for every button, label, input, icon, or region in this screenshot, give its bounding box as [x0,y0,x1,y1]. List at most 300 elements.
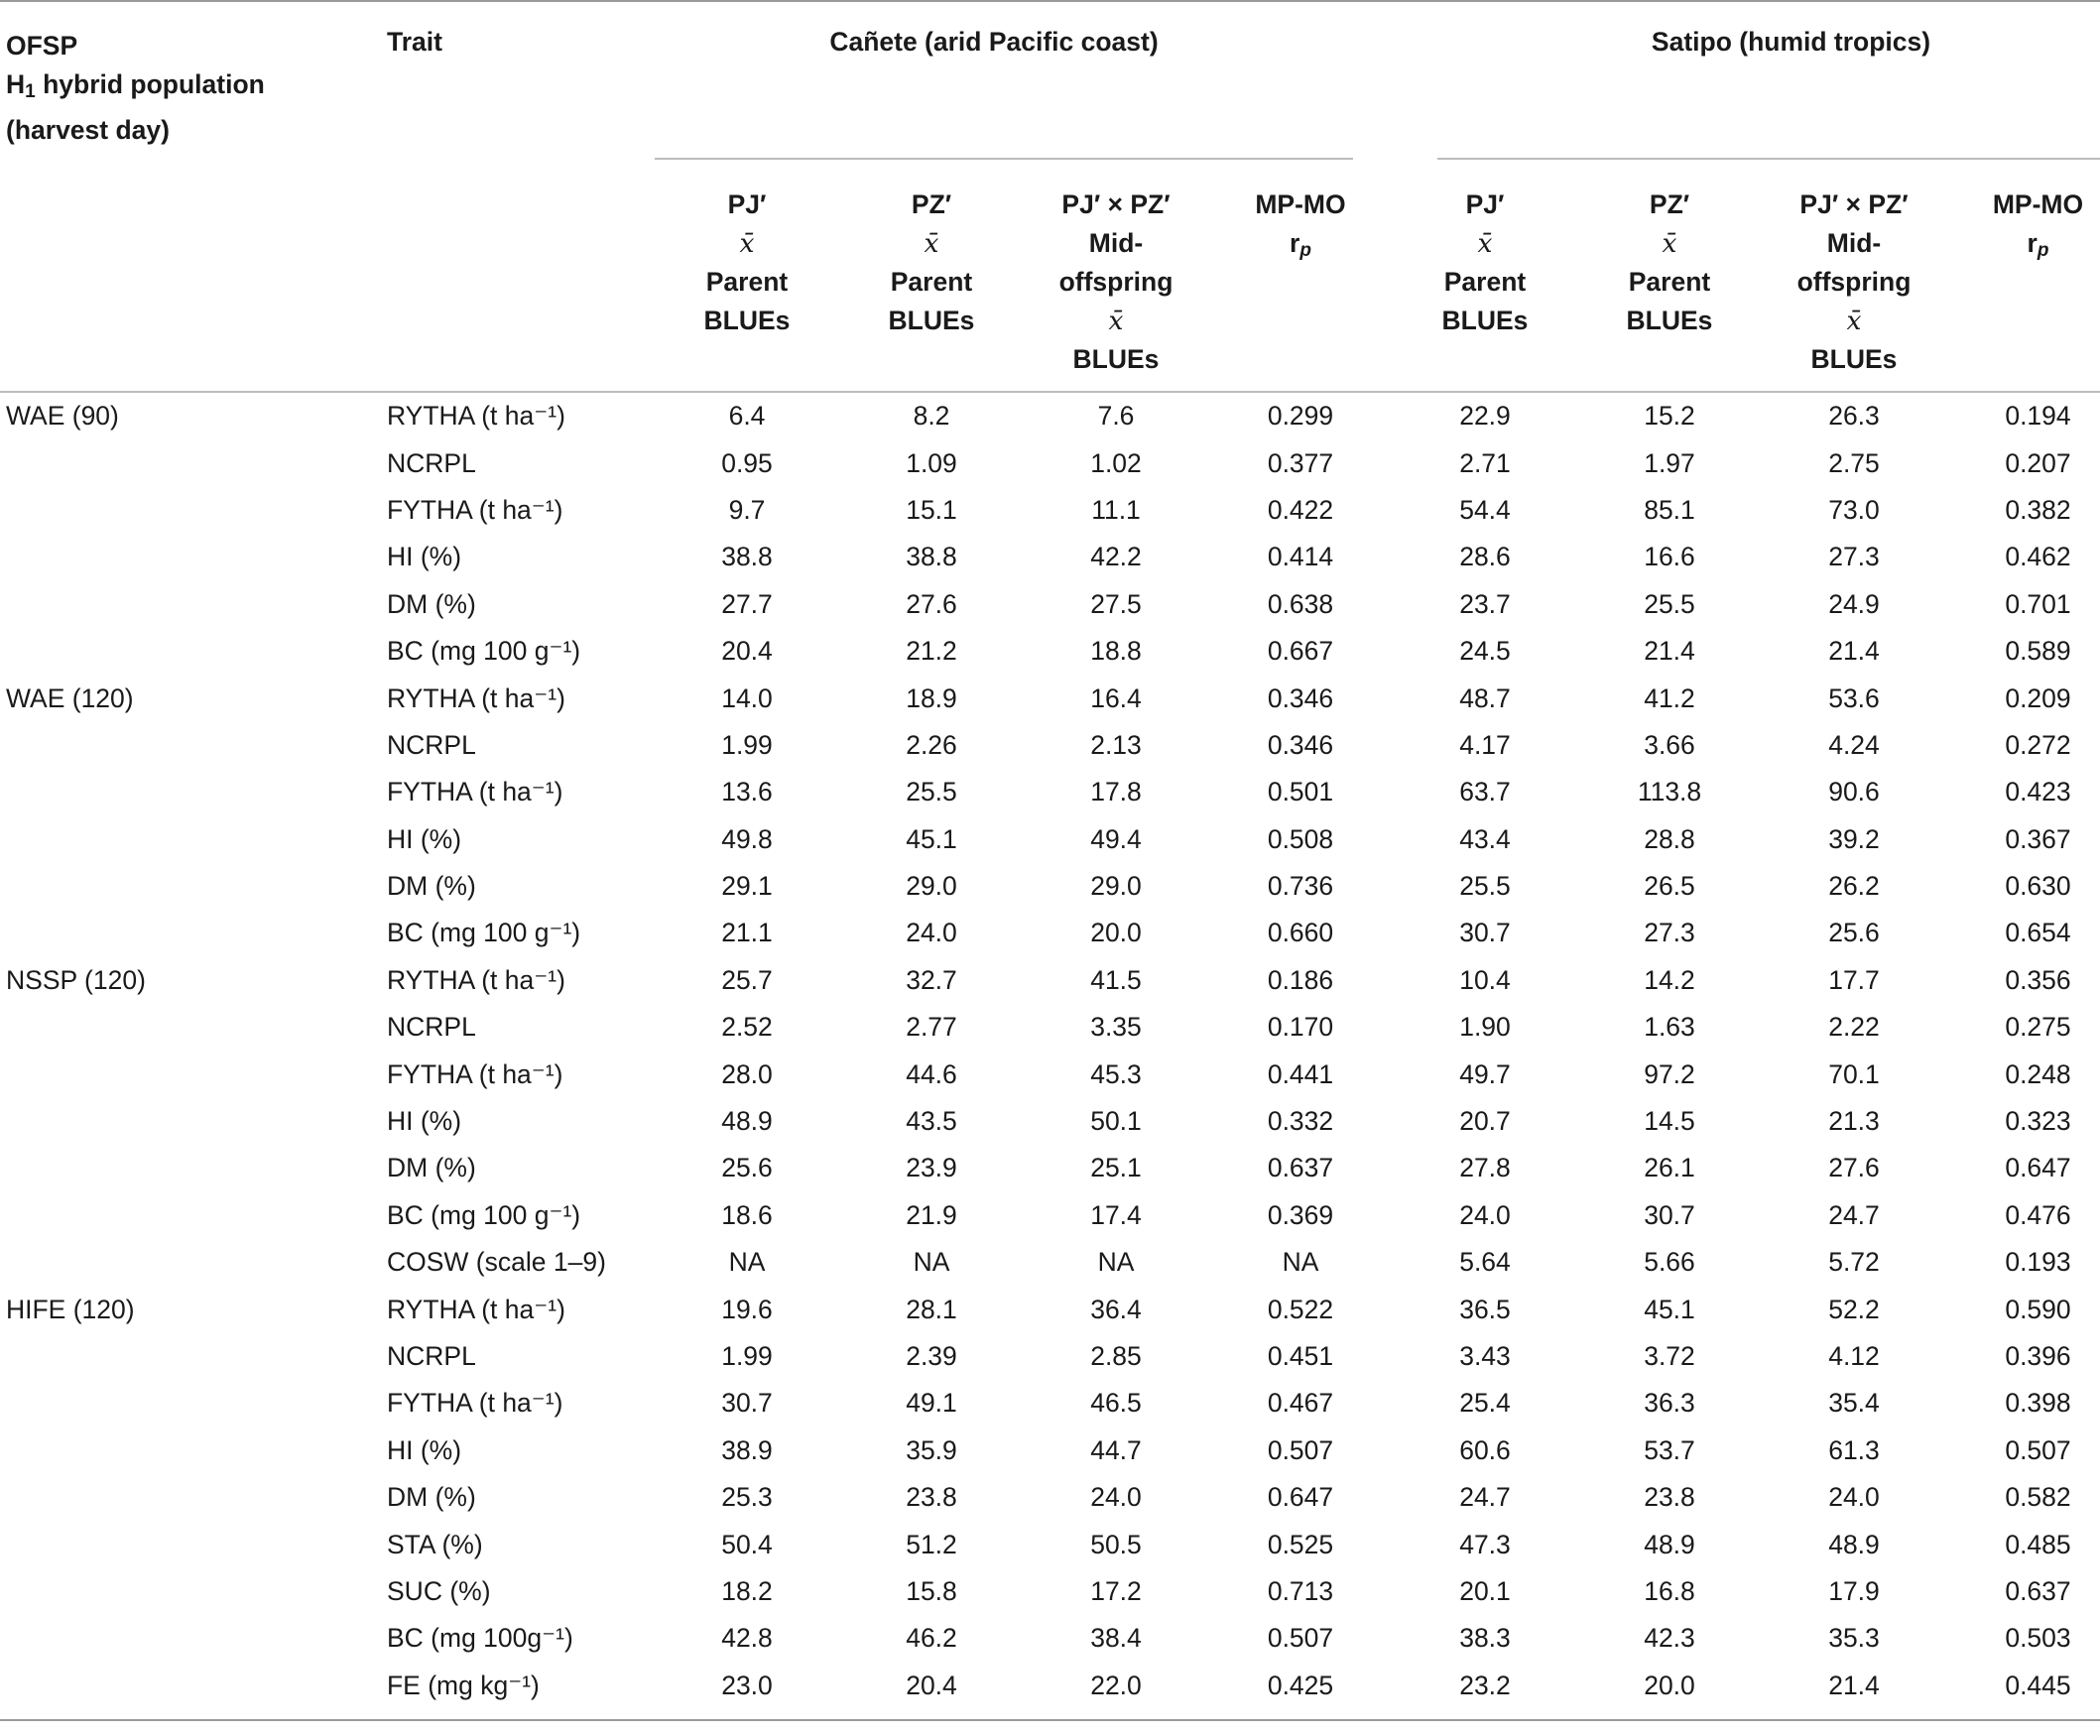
population-cell [0,1192,387,1239]
value-cell: 28.0 [721,1058,773,1089]
value-cell: 22.9 [1459,401,1511,432]
value-cell: 17.4 [1090,1199,1142,1230]
value-cell: 48.9 [1644,1529,1695,1559]
value-cell: 24.7 [1459,1482,1511,1513]
trait-cell: STA (%) [387,1529,483,1559]
value-cell: 29.1 [721,871,773,902]
trait-cell: NCRPL [387,729,476,760]
value-cell: 70.1 [1828,1058,1880,1089]
value-cell: 48.7 [1459,682,1511,713]
value-cell: 3.43 [1459,1341,1511,1371]
table-row [0,1192,2100,1239]
value-cell: 2.71 [1459,447,1511,478]
trait-cell: SUC (%) [387,1575,491,1606]
value-cell: 25.6 [1828,918,1880,948]
value-cell: 0.503 [2005,1623,2071,1654]
population-cell: NSSP (120) [6,964,146,995]
value-cell: 54.4 [1459,494,1511,525]
trait-cell: FYTHA (t ha⁻¹) [387,1388,563,1419]
trait-header: Trait [387,27,442,57]
population-cell [0,1333,387,1380]
value-cell: 0.485 [2005,1529,2071,1559]
canete-cross-header: PJ′ × PZ′ Mid- offspring x̄ BLUEs [1024,160,1208,392]
header-row-2 [0,160,2100,392]
table-row [0,1051,2100,1097]
value-cell: 16.8 [1644,1575,1695,1606]
value-cell: 26.5 [1644,871,1695,902]
value-cell: 14.2 [1644,964,1695,995]
value-cell: 7.6 [1097,401,1135,432]
value-cell: 0.299 [1267,401,1334,432]
value-cell: 27.5 [1090,588,1142,619]
value-cell: 26.1 [1644,1153,1695,1183]
value-cell: 21.9 [906,1199,957,1230]
trait-cell: BC (mg 100 g⁻¹) [387,636,581,667]
value-cell: 0.638 [1267,588,1334,619]
value-cell: 23.8 [1644,1482,1695,1513]
value-cell: 17.7 [1828,964,1880,995]
table-row [0,1145,2100,1191]
population-cell [0,863,387,910]
value-cell: 90.6 [1828,777,1880,807]
table-row [0,628,2100,675]
value-cell: 17.9 [1828,1575,1880,1606]
trait-cell: RYTHA (t ha⁻¹) [387,1294,565,1324]
value-cell: 30.7 [1459,918,1511,948]
value-cell: 4.17 [1459,729,1511,760]
table-row [0,769,2100,815]
value-cell: 24.0 [906,918,957,948]
value-cell: 20.4 [721,636,773,667]
value-cell: 0.382 [2005,494,2071,525]
value-cell: 23.8 [906,1482,957,1513]
canete-pj-header: PJ′ x̄ Parent BLUEs [655,160,839,392]
trait-cell: DM (%) [387,588,476,619]
satipo-pz-header: PZ′ x̄ Parent BLUEs [1577,160,1762,392]
value-cell: 0.207 [2005,447,2071,478]
value-cell: 5.66 [1644,1247,1695,1278]
value-cell: 2.77 [906,1012,957,1043]
value-cell: 3.72 [1644,1341,1695,1371]
value-cell: 27.8 [1459,1153,1511,1183]
table-row [0,581,2100,628]
value-cell: 0.193 [2005,1247,2071,1278]
value-cell: 26.2 [1828,871,1880,902]
table-row [0,722,2100,769]
value-cell: 20.0 [1644,1670,1695,1700]
value-cell: 0.736 [1267,871,1334,902]
trait-cell: HI (%) [387,1106,462,1137]
population-cell [0,769,387,815]
value-cell: 0.701 [2005,588,2071,619]
table-row [0,863,2100,910]
value-cell: 0.507 [2005,1434,2071,1465]
value-cell: 28.6 [1459,542,1511,572]
table-row [0,1380,2100,1426]
value-cell: 25.6 [721,1153,773,1183]
value-cell: 17.8 [1090,777,1142,807]
table-row [0,910,2100,956]
value-cell: 48.9 [1828,1529,1880,1559]
value-cell: 15.8 [906,1575,957,1606]
value-cell: 24.0 [1459,1199,1511,1230]
trait-cell: FYTHA (t ha⁻¹) [387,494,563,525]
value-cell: 18.6 [721,1199,773,1230]
table-row [0,1474,2100,1521]
value-cell: 0.647 [2005,1153,2071,1183]
value-cell: 0.637 [2005,1575,2071,1606]
value-cell: 25.1 [1090,1153,1142,1183]
value-cell: 0.660 [1267,918,1334,948]
value-cell: 49.7 [1459,1058,1511,1089]
table-row [0,1286,2100,1332]
value-cell: 35.3 [1828,1623,1880,1654]
population-cell [0,1098,387,1145]
value-cell: 1.99 [721,729,773,760]
value-cell: 25.5 [1459,871,1511,902]
value-cell: 14.5 [1644,1106,1695,1137]
value-cell: 18.8 [1090,636,1142,667]
trait-cell: RYTHA (t ha⁻¹) [387,964,565,995]
trait-cell: RYTHA (t ha⁻¹) [387,682,565,713]
value-cell: 73.0 [1828,494,1880,525]
value-cell: 46.2 [906,1623,957,1654]
population-cell [0,439,387,486]
value-cell: NA [1097,1247,1135,1278]
value-cell: 41.5 [1090,964,1142,995]
value-cell: 14.0 [721,682,773,713]
value-cell: 36.3 [1644,1388,1695,1419]
value-cell: 0.451 [1267,1341,1334,1371]
value-cell: 0.396 [2005,1341,2071,1371]
value-cell: 24.0 [1828,1482,1880,1513]
trait-cell: HI (%) [387,1434,462,1465]
value-cell: 25.5 [906,777,957,807]
value-cell: 25.4 [1459,1388,1511,1419]
table-row [0,439,2100,486]
population-cell [0,1474,387,1521]
value-cell: 0.194 [2005,401,2071,432]
value-cell: 20.4 [906,1670,957,1700]
value-cell: 0.582 [2005,1482,2071,1513]
population-header: OFSP $H_1$ hybrid population (harvest day) [6,31,265,145]
value-cell: NA [913,1247,950,1278]
value-cell: 45.3 [1090,1058,1142,1089]
value-cell: 0.647 [1267,1482,1334,1513]
table-row [0,816,2100,863]
value-cell: 32.7 [906,964,957,995]
value-cell: 38.9 [721,1434,773,1465]
value-cell: 48.9 [721,1106,773,1137]
value-cell: 0.590 [2005,1294,2071,1324]
value-cell: 0.507 [1267,1434,1334,1465]
value-cell: 13.6 [721,777,773,807]
population-cell [0,487,387,534]
value-cell: 85.1 [1644,494,1695,525]
value-cell: 2.13 [1090,729,1142,760]
value-cell: 42.8 [721,1623,773,1654]
value-cell: 0.272 [2005,729,2071,760]
value-cell: 36.4 [1090,1294,1142,1324]
trait-cell: FYTHA (t ha⁻¹) [387,1058,563,1089]
value-cell: 17.2 [1090,1575,1142,1606]
value-cell: 0.275 [2005,1012,2071,1043]
value-cell: 2.75 [1828,447,1880,478]
value-cell: 2.22 [1828,1012,1880,1043]
value-cell: 0.445 [2005,1670,2071,1700]
table-row [0,675,2100,721]
trait-cell: DM (%) [387,871,476,902]
value-cell: 60.6 [1459,1434,1511,1465]
value-cell: 53.6 [1828,682,1880,713]
value-cell: 2.26 [906,729,957,760]
value-cell: 16.4 [1090,682,1142,713]
value-cell: 45.1 [1644,1294,1695,1324]
trait-cell: NCRPL [387,1012,476,1043]
value-cell: 25.3 [721,1482,773,1513]
value-cell: 0.369 [1267,1199,1334,1230]
canete-mpmo-header: MP-MO $r_p$ [1208,160,1393,392]
value-cell: NA [728,1247,766,1278]
value-cell: 0.398 [2005,1388,2071,1419]
population-cell [0,1051,387,1097]
value-cell: 38.3 [1459,1623,1511,1654]
value-cell: 63.7 [1459,777,1511,807]
value-cell: 0.713 [1267,1575,1334,1606]
value-cell: 18.2 [721,1575,773,1606]
value-cell: 50.1 [1090,1106,1142,1137]
value-cell: 35.4 [1828,1388,1880,1419]
value-cell: 0.462 [2005,542,2071,572]
table-row [0,392,2100,439]
value-cell: 39.2 [1828,823,1880,854]
value-cell: 0.346 [1267,682,1334,713]
value-cell: 51.2 [906,1529,957,1559]
population-cell [0,910,387,956]
population-cell [0,1521,387,1567]
population-cell: WAE (120) [6,682,134,713]
value-cell: 11.1 [1091,494,1141,525]
population-cell [0,1004,387,1051]
value-cell: 49.8 [721,823,773,854]
value-cell: NA [1282,1247,1319,1278]
value-cell: 49.1 [906,1388,957,1419]
value-cell: 0.522 [1267,1294,1334,1324]
value-cell: 27.3 [1828,542,1880,572]
value-cell: 0.425 [1267,1670,1334,1700]
table-row [0,1521,2100,1567]
value-cell: 35.9 [906,1434,957,1465]
canete-pz-header: PZ′ x̄ Parent BLUEs [839,160,1024,392]
value-cell: 0.467 [1267,1388,1334,1419]
table-row [0,1427,2100,1474]
value-cell: 21.3 [1828,1106,1880,1137]
value-cell: 0.525 [1267,1529,1334,1559]
value-cell: 29.0 [906,871,957,902]
value-cell: 23.9 [906,1153,957,1183]
population-cell: WAE (90) [6,401,119,432]
value-cell: 44.6 [906,1058,957,1089]
value-cell: 47.3 [1459,1529,1511,1559]
value-cell: 28.8 [1644,823,1695,854]
table-row [0,1004,2100,1051]
value-cell: 0.248 [2005,1058,2071,1089]
value-cell: 0.654 [2005,918,2071,948]
value-cell: 5.72 [1828,1247,1880,1278]
value-cell: 38.8 [906,542,957,572]
value-cell: 3.35 [1090,1012,1142,1043]
trait-cell: NCRPL [387,447,476,478]
value-cell: 20.1 [1459,1575,1511,1606]
trait-cell: RYTHA (t ha⁻¹) [387,401,565,432]
value-cell: 27.7 [721,588,773,619]
value-cell: 42.3 [1644,1623,1695,1654]
canete-group-header: Cañete (arid Pacific coast) [655,9,1393,160]
population-cell [0,1145,387,1191]
population-cell [0,1427,387,1474]
value-cell: 0.441 [1267,1058,1334,1089]
trait-cell: DM (%) [387,1482,476,1513]
value-cell: 30.7 [1644,1199,1695,1230]
value-cell: 15.1 [906,494,957,525]
population-cell [0,1615,387,1662]
value-cell: 0.589 [2005,636,2071,667]
value-cell: 24.7 [1828,1199,1880,1230]
table-row [0,1615,2100,1662]
value-cell: 0.356 [2005,964,2071,995]
trait-cell: DM (%) [387,1153,476,1183]
value-cell: 21.2 [906,636,957,667]
value-cell: 8.2 [913,401,950,432]
value-cell: 21.4 [1828,636,1880,667]
trait-cell: FYTHA (t ha⁻¹) [387,777,563,807]
value-cell: 24.0 [1090,1482,1142,1513]
value-cell: 29.0 [1090,871,1142,902]
value-cell: 0.209 [2005,682,2071,713]
trait-cell: BC (mg 100 g⁻¹) [387,1199,581,1230]
table-row [0,1663,2100,1709]
value-cell: 9.7 [728,494,766,525]
value-cell: 27.3 [1644,918,1695,948]
value-cell: 21.1 [721,918,773,948]
value-cell: 24.9 [1828,588,1880,619]
value-cell: 26.3 [1828,401,1880,432]
table-row [0,1333,2100,1380]
value-cell: 61.3 [1828,1434,1880,1465]
value-cell: 0.186 [1267,964,1334,995]
satipo-cross-header: PJ′ × PZ′ Mid- offspring x̄ BLUEs [1762,160,1946,392]
value-cell: 1.63 [1644,1012,1695,1043]
value-cell: 38.8 [721,542,773,572]
value-cell: 2.52 [721,1012,773,1043]
value-cell: 18.9 [906,682,957,713]
header-row-1 [0,9,2100,160]
value-cell: 43.4 [1459,823,1511,854]
value-cell: 0.323 [2005,1106,2071,1137]
value-cell: 1.02 [1090,447,1142,478]
value-cell: 0.377 [1267,447,1334,478]
value-cell: 0.667 [1267,636,1334,667]
value-cell: 0.332 [1267,1106,1334,1137]
value-cell: 16.6 [1644,542,1695,572]
value-cell: 20.7 [1459,1106,1511,1137]
value-cell: 20.0 [1090,918,1142,948]
value-cell: 0.501 [1267,777,1334,807]
value-cell: 19.6 [721,1294,773,1324]
value-cell: 23.0 [721,1670,773,1700]
value-cell: 21.4 [1644,636,1695,667]
table-row [0,1568,2100,1615]
value-cell: 21.4 [1828,1670,1880,1700]
table-row [0,1098,2100,1145]
trait-cell: NCRPL [387,1341,476,1371]
population-cell [0,581,387,628]
trait-cell: FE (mg kg⁻¹) [387,1670,540,1700]
value-cell: 1.99 [721,1341,773,1371]
value-cell: 15.2 [1644,401,1695,432]
value-cell: 45.1 [906,823,957,854]
value-cell: 113.8 [1637,777,1702,807]
value-cell: 43.5 [906,1106,957,1137]
population-cell [0,628,387,675]
value-cell: 1.97 [1644,447,1695,478]
value-cell: 50.5 [1090,1529,1142,1559]
value-cell: 30.7 [721,1388,773,1419]
table-row [0,1239,2100,1286]
value-cell: 2.39 [906,1341,957,1371]
value-cell: 53.7 [1644,1434,1695,1465]
value-cell: 1.90 [1459,1012,1511,1043]
value-cell: 3.66 [1644,729,1695,760]
value-cell: 0.95 [721,447,773,478]
value-cell: 38.4 [1090,1623,1142,1654]
trait-cell: HI (%) [387,823,462,854]
value-cell: 0.170 [1267,1012,1334,1043]
value-cell: 27.6 [1828,1153,1880,1183]
value-cell: 4.24 [1828,729,1880,760]
value-cell: 0.630 [2005,871,2071,902]
population-cell [0,1239,387,1286]
population-cell: HIFE (120) [6,1294,135,1324]
value-cell: 0.507 [1267,1623,1334,1654]
value-cell: 50.4 [721,1529,773,1559]
value-cell: 0.414 [1267,542,1334,572]
table-row [0,957,2100,1004]
value-cell: 0.423 [2005,777,2071,807]
value-cell: 28.1 [906,1294,957,1324]
population-cell [0,534,387,580]
value-cell: 6.4 [728,401,766,432]
value-cell: 10.4 [1459,964,1511,995]
table-row [0,487,2100,534]
value-cell: 0.422 [1267,494,1334,525]
satipo-group-header: Satipo (humid tropics) [1393,9,2100,160]
value-cell: 46.5 [1090,1388,1142,1419]
population-cell [0,1663,387,1709]
value-cell: 24.5 [1459,636,1511,667]
value-cell: 5.64 [1459,1247,1511,1278]
value-cell: 0.508 [1267,823,1334,854]
value-cell: 25.7 [721,964,773,995]
value-cell: 25.5 [1644,588,1695,619]
value-cell: 1.09 [906,447,957,478]
population-cell [0,816,387,863]
value-cell: 23.2 [1459,1670,1511,1700]
trait-cell: HI (%) [387,542,462,572]
value-cell: 27.6 [906,588,957,619]
value-cell: 4.12 [1828,1341,1880,1371]
value-cell: 52.2 [1828,1294,1880,1324]
